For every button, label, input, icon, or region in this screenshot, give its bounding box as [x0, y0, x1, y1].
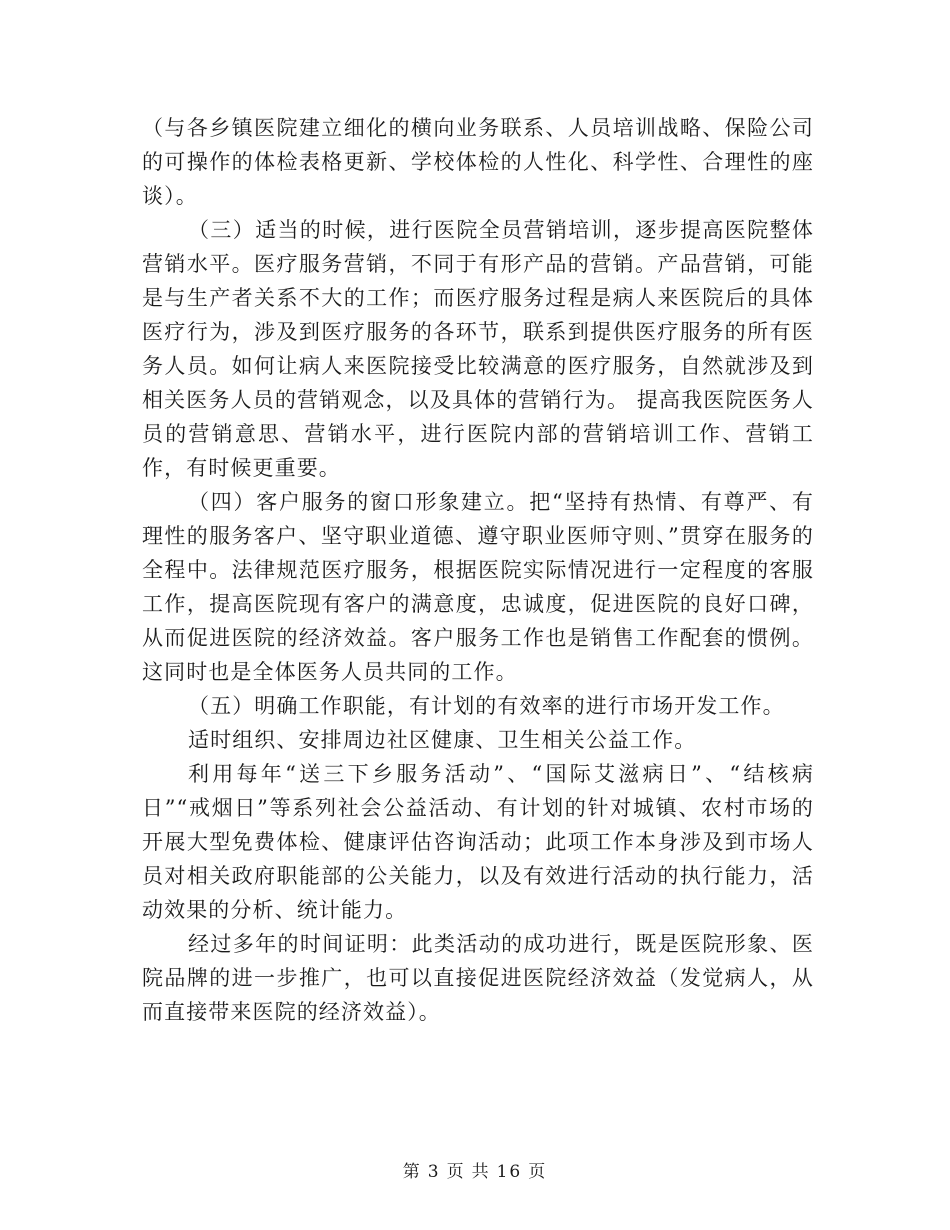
- footer-current-page: 3: [427, 1162, 441, 1182]
- paragraph-2: （三）适当的时候，进行医院全员营销培训，逐步提高医院整体营销水平。医疗服务营销，不同于有形产品的营销。产品营销，可能是与生产者关系不大的工作；而医疗服务过程是病人来医院后的具体医疗行为，涉及到医疗服务的各环节，联系到提供医疗服务的所有医务人员。如何让病人来医院接受比较满意的医疗服务，自然就涉及到相关医务人员的营销观念，以及具体的营销行为。 提高我医院医务人员的营销意思、营销水平，进行医院内部的营销培训工作、营销工作，有时候更重要。: [142, 218, 814, 480]
- paragraph-5: 适时组织、安排周边社区健康、卫生相关公益工作。: [188, 728, 697, 752]
- footer-total-pages: 16: [496, 1162, 523, 1182]
- document-body: [142, 111, 814, 1029]
- paragraph-7: 经过多年的时间证明：此类活动的成功进行，既是医院形象、医院品牌的进一步推广，也可以直接促进医院经济效益（发觉病人，从而直接带来医院的经济效益）。: [142, 932, 814, 1024]
- paragraph-3: （四）客户服务的窗口形象建立。把“坚持有热情、有尊严、有理性的服务客户、坚守职业道德、遵守职业医师守则、”贯穿在服务的全程中。法律规范医疗服务，根据医院实际情况进行一定程度的客服工作，提高医院现有客户的满意度，忠诚度，促进医院的良好口碑，从而促进医院的经济效益。客户服务工作也是销售工作配套的惯例。这同时也是全体医务人员共同的工作。: [142, 490, 814, 684]
- footer-gong: 共: [471, 1162, 491, 1182]
- page-footer: [0, 1157, 950, 1182]
- paragraph-6: 利用每年“送三下乡服务活动”、“国际艾滋病日”、“结核病日”“戒烟日”等系列社会公益活动、有计划的针对城镇、农村市场的开展大型免费体检、健康评估咨询活动；此项工作本身涉及到市场人员对相关政府职能部的公关能力，以及有效进行活动的执行能力，活动效果的分析、统计能力。: [142, 762, 814, 922]
- footer-ye-1: 页: [446, 1162, 466, 1182]
- footer-ye-2: 页: [528, 1162, 548, 1182]
- paragraph-4: （五）明确工作职能，有计划的有效率的进行市场开发工作。: [188, 694, 785, 718]
- footer-di: 第: [402, 1162, 422, 1182]
- paragraph-1: （与各乡镇医院建立细化的横向业务联系、人员培训战略、保险公司的可操作的体检表格更新、学校体检的人性化、科学性、合理性的座谈）。: [142, 116, 814, 208]
